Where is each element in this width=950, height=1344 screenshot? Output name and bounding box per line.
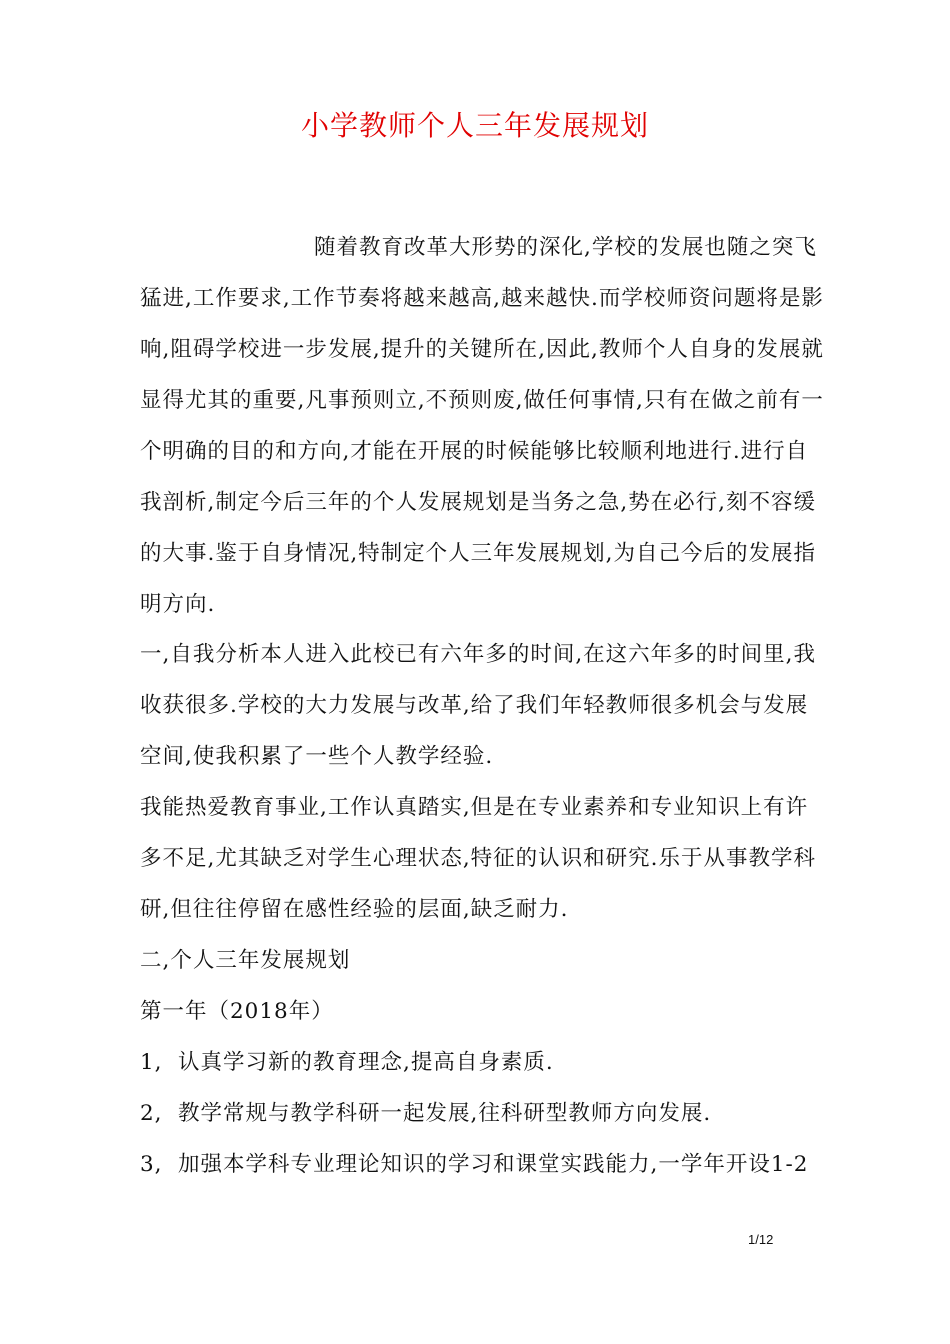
- year-heading: 第一年（2018年）: [140, 999, 334, 1024]
- list-item-text: 教学常规与教学科研一起发展,往科研型教师方向发展.: [178, 1101, 712, 1126]
- page-number: 1/12: [748, 1232, 774, 1247]
- list-item: [140, 1088, 830, 1139]
- list-item-number: 3,: [140, 1152, 163, 1177]
- self-analysis-paragraph: 一,自我分析本人进入此校已有六年多的时间,在这六年多的时间里,我收获很多.学校的大力发展与改革,给了我们年轻教师很多机会与发展空间,使我积累了一些个人教学经验.: [140, 642, 817, 769]
- list-item-text: 认真学习新的教育理念,提高自身素质.: [178, 1050, 554, 1075]
- list-item: [140, 1037, 830, 1088]
- list-item-number: 1,: [140, 1050, 163, 1075]
- document-title: 小学教师个人三年发展规划: [300, 109, 649, 142]
- intro-paragraph: 随着教育改革大形势的深化,学校的发展也随之突飞猛进,工作要求,工作节奏将越来越高,越来越快.而学校师资问题将是影响,阻碍学校进一步发展,提升的关键所在,因此,教师个人自身的发展就显得尤其的重要,凡事预则立,不预则废,做任何事情,只有在做之前有一个明确的目的和方向,才能在开展的时候能够比较顺利地进行.进行自我剖析,制定今后三年的个人发展规划是当务之急,势在必行,刻不容缓的大事.鉴于自身情况,特制定个人三年发展规划,为自己今后的发展指明方向.: [140, 235, 824, 617]
- list-item: [140, 1139, 830, 1190]
- list-item-number: 2,: [140, 1101, 163, 1126]
- list-item-text: 加强本学科专业理论知识的学习和课堂实践能力,一学年开设1-2: [178, 1152, 809, 1177]
- section-heading: 二,个人三年发展规划: [140, 948, 351, 973]
- self-assessment-paragraph: 我能热爱教育事业,工作认真踏实,但是在专业素养和专业知识上有许多不足,尤其缺乏对学生心理状态,特征的认识和研究.乐于从事教学科研,但往往停留在感性经验的层面,缺乏耐力.: [140, 795, 817, 922]
